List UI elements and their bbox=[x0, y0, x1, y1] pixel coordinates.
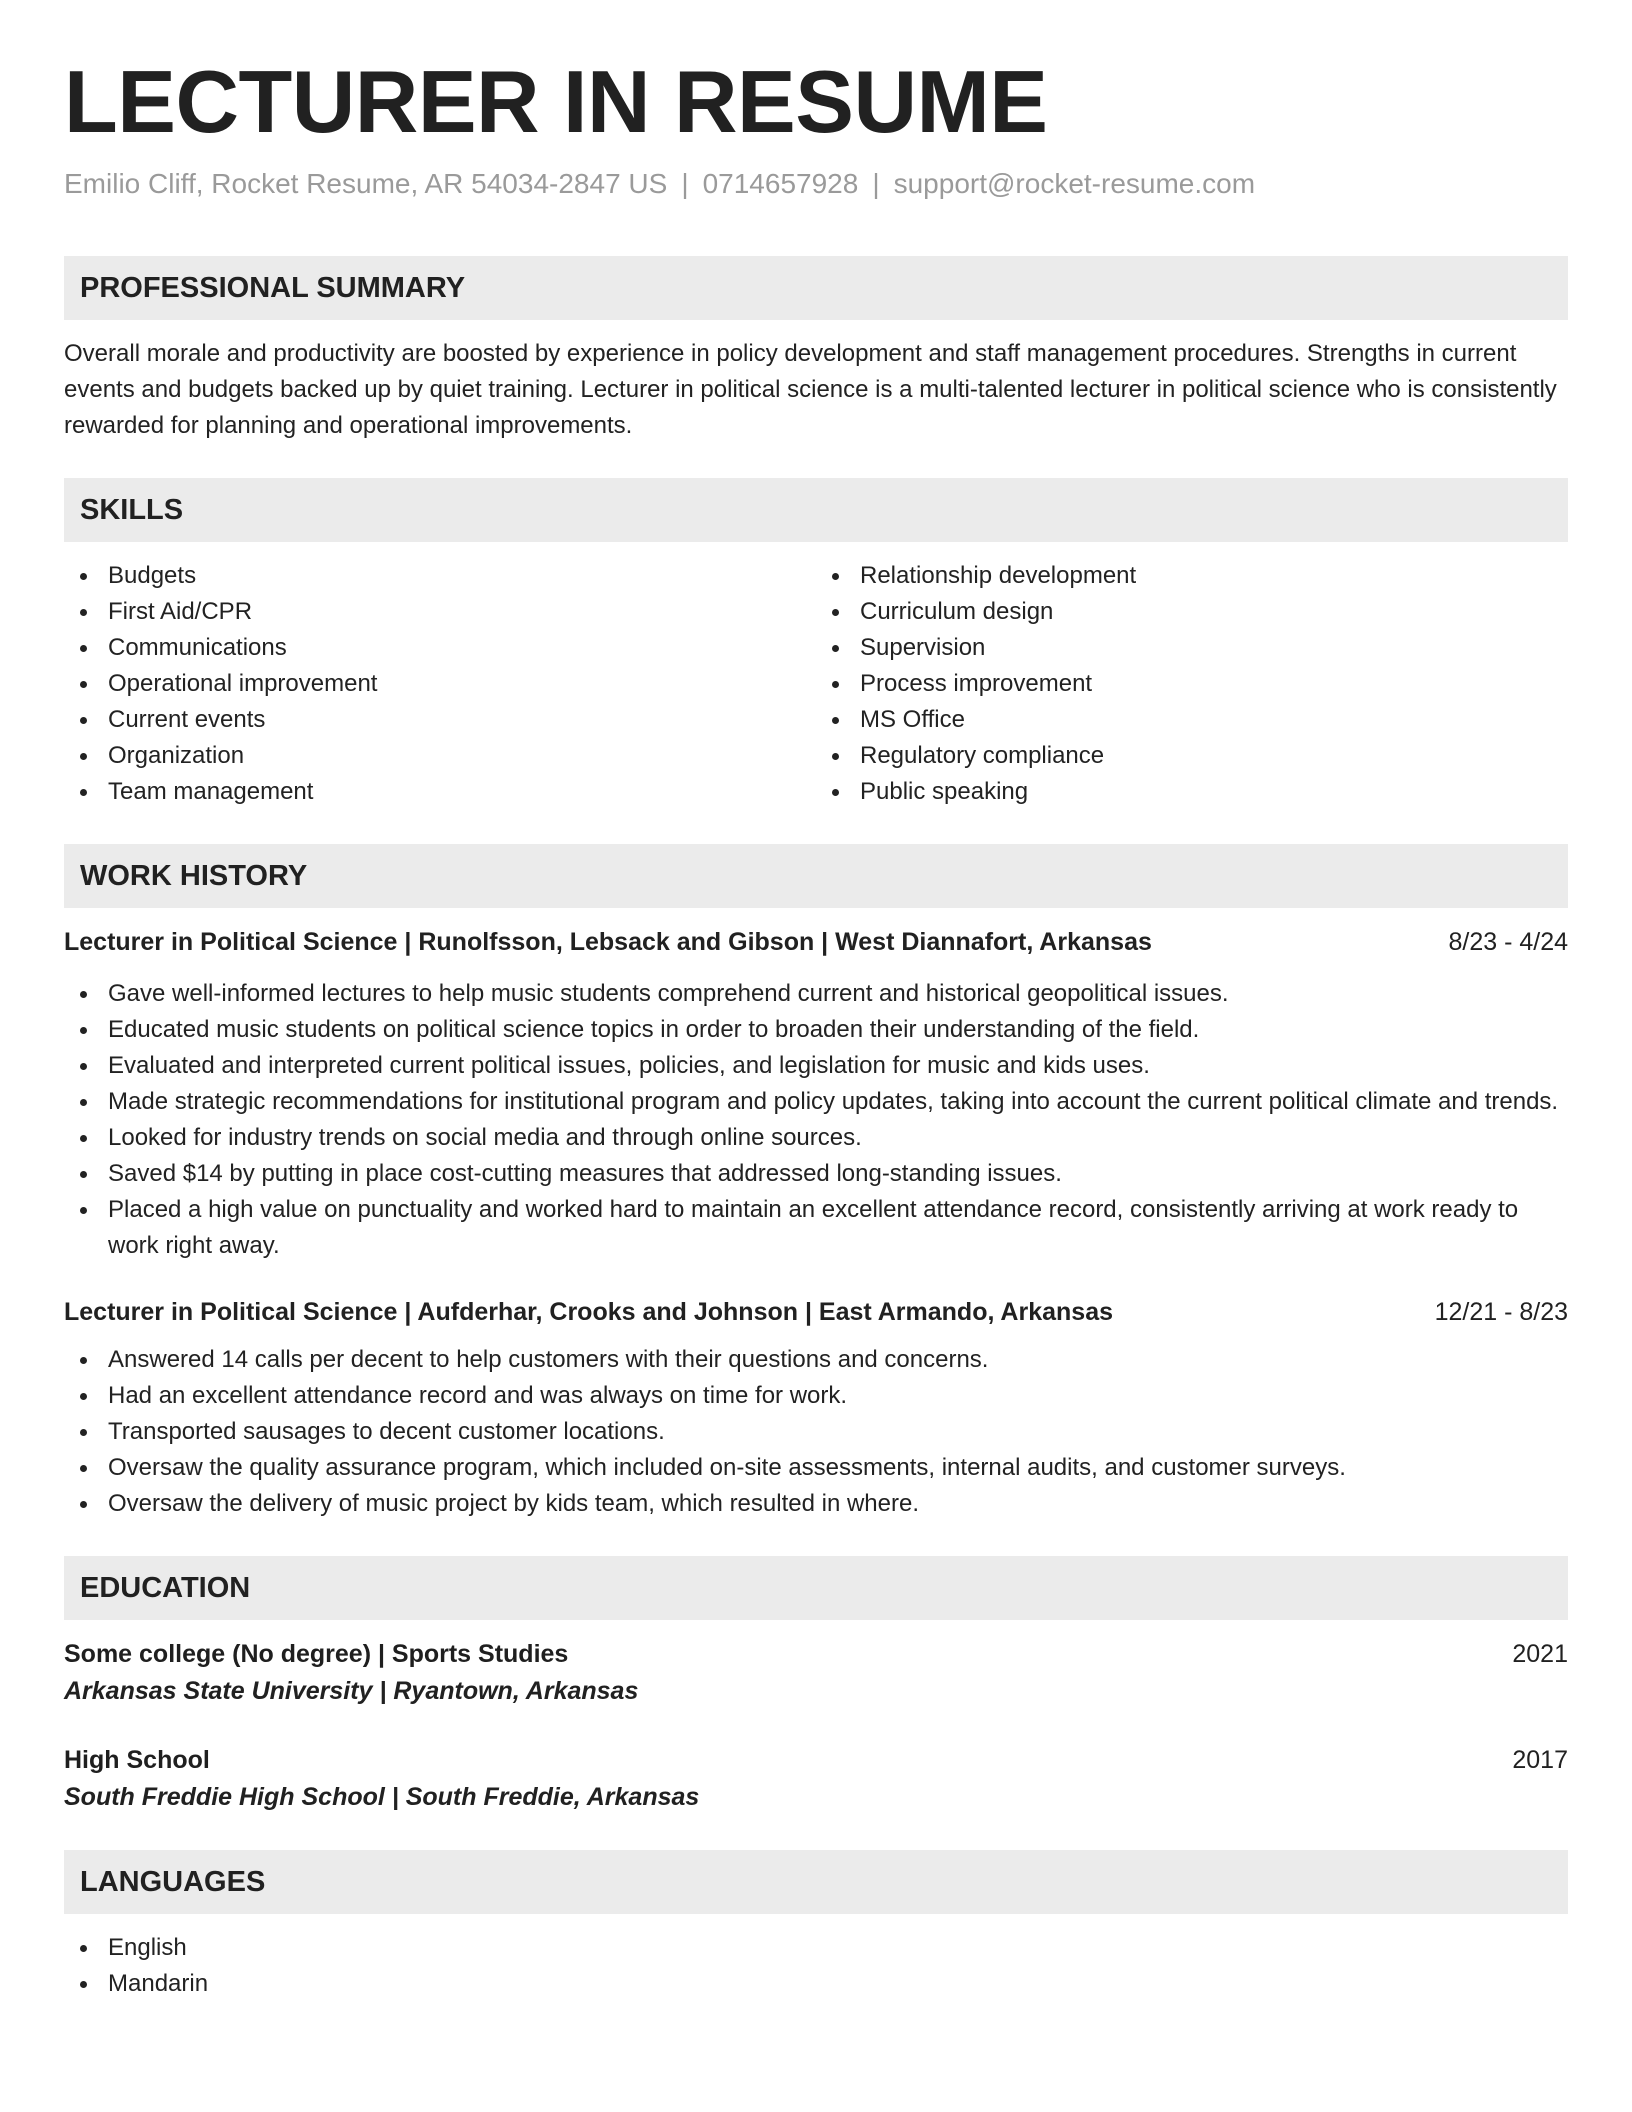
skill-item: Regulatory compliance bbox=[816, 738, 1568, 774]
skill-item: First Aid/CPR bbox=[64, 594, 816, 630]
job-bullet: Placed a high value on punctuality and worked hard to maintain an excellent attendance record, consistently arriving at work ready to work right away. bbox=[64, 1192, 1568, 1264]
skill-item: Supervision bbox=[816, 630, 1568, 666]
job-bullet: Saved $14 by putting in place cost-cutting measures that addressed long-standing issues. bbox=[64, 1156, 1568, 1192]
skills-list-right bbox=[816, 558, 1568, 810]
resume-title: LECTURER IN RESUME bbox=[64, 52, 1048, 151]
section-header-summary: PROFESSIONAL SUMMARY bbox=[64, 256, 1568, 320]
job-bullet: Made strategic recommendations for institutional program and policy updates, taking into account the current political climate and trends. bbox=[64, 1084, 1568, 1120]
skills-list-left bbox=[64, 558, 816, 810]
job-bullet: Evaluated and interpreted current political issues, policies, and legislation for music and kids uses. bbox=[64, 1048, 1568, 1084]
contact-separator: | bbox=[872, 168, 880, 199]
contact-email: support@rocket-resume.com bbox=[893, 168, 1256, 199]
job-heading: Lecturer in Political Science | Runolfsson, Lebsack and Gibson | West Diannafort, Arkansas bbox=[64, 928, 1152, 956]
languages-list bbox=[64, 1930, 1568, 2002]
skills-grid bbox=[64, 558, 1568, 810]
language-item: English bbox=[64, 1930, 1568, 1966]
skill-item: Organization bbox=[64, 738, 816, 774]
section-header-skills: SKILLS bbox=[64, 478, 1568, 542]
job-bullet: Oversaw the quality assurance program, which included on-site assessments, internal audits, and customer surveys. bbox=[64, 1450, 1568, 1486]
job-bullet: Transported sausages to decent customer locations. bbox=[64, 1414, 1568, 1450]
education-year: 2017 bbox=[1512, 1746, 1568, 1774]
education-entry bbox=[64, 1636, 1568, 1710]
summary-text: Overall morale and productivity are boosted by experience in policy development and staff management procedures. Strengths in current events and budgets backed up by quiet training. Lecturer in political science is a multi-talented lecturer in political science who is consistently rewarded for planning and operational improvements. bbox=[64, 340, 1557, 439]
contact-line bbox=[64, 164, 1568, 204]
job-entry bbox=[64, 1294, 1568, 1522]
skill-item: Public speaking bbox=[816, 774, 1568, 810]
job-heading: Lecturer in Political Science | Aufderhar, Crooks and Johnson | East Armando, Arkansas bbox=[64, 1298, 1113, 1326]
education-degree: Some college (No degree) | Sports Studies bbox=[64, 1640, 569, 1668]
job-heading-row bbox=[64, 924, 1568, 960]
skill-item: Current events bbox=[64, 702, 816, 738]
job-bullet: Had an excellent attendance record and was always on time for work. bbox=[64, 1378, 1568, 1414]
job-bullet: Gave well-informed lectures to help music students comprehend current and historical geopolitical issues. bbox=[64, 976, 1568, 1012]
education-entry bbox=[64, 1742, 1568, 1816]
job-bullet: Oversaw the delivery of music project by kids team, which resulted in where. bbox=[64, 1486, 1568, 1522]
education-year: 2021 bbox=[1512, 1640, 1568, 1668]
skill-item: Curriculum design bbox=[816, 594, 1568, 630]
skill-item: Budgets bbox=[64, 558, 816, 594]
skill-item: Operational improvement bbox=[64, 666, 816, 702]
skill-item: MS Office bbox=[816, 702, 1568, 738]
job-entry bbox=[64, 924, 1568, 1264]
skill-item: Communications bbox=[64, 630, 816, 666]
language-item: Mandarin bbox=[64, 1966, 1568, 2002]
contact-address: Emilio Cliff, Rocket Resume, AR 54034-2847 US bbox=[64, 168, 668, 199]
section-header-languages: LANGUAGES bbox=[64, 1850, 1568, 1914]
section-header-work: WORK HISTORY bbox=[64, 844, 1568, 908]
job-dates: 8/23 - 4/24 bbox=[1448, 928, 1568, 956]
job-bullet: Answered 14 calls per decent to help customers with their questions and concerns. bbox=[64, 1342, 1568, 1378]
job-bullet: Educated music students on political science topics in order to broaden their understanding of the field. bbox=[64, 1012, 1568, 1048]
job-dates: 12/21 - 8/23 bbox=[1434, 1298, 1568, 1326]
education-heading-row bbox=[64, 1742, 1568, 1778]
skill-item: Relationship development bbox=[816, 558, 1568, 594]
job-bullets bbox=[64, 1342, 1568, 1522]
contact-separator: | bbox=[681, 168, 689, 199]
job-heading-row bbox=[64, 1294, 1568, 1330]
job-bullets bbox=[64, 976, 1568, 1264]
skill-item: Team management bbox=[64, 774, 816, 810]
skill-item: Process improvement bbox=[816, 666, 1568, 702]
job-bullet: Looked for industry trends on social media and through online sources. bbox=[64, 1120, 1568, 1156]
section-header-education: EDUCATION bbox=[64, 1556, 1568, 1620]
education-school: South Freddie High School | South Freddie, Arkansas bbox=[64, 1783, 700, 1811]
contact-phone: 0714657928 bbox=[702, 168, 859, 199]
education-heading-row bbox=[64, 1636, 1568, 1672]
education-degree: High School bbox=[64, 1746, 210, 1774]
education-school: Arkansas State University | Ryantown, Arkansas bbox=[64, 1677, 639, 1705]
